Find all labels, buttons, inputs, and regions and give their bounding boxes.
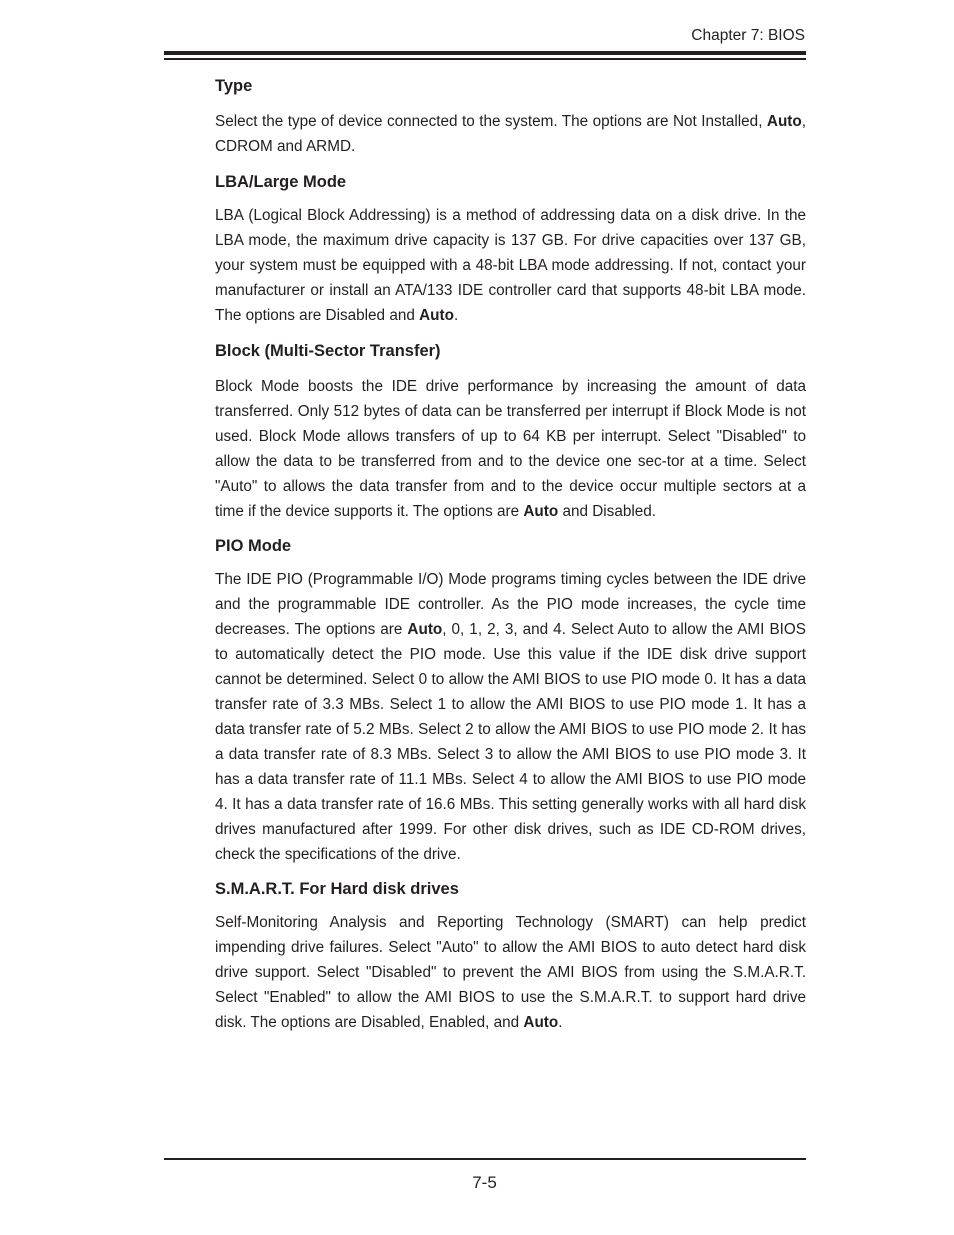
section-body: Self-Monitoring Analysis and Reporting Technology (SMART) can help predict impending drive failures. Select "Auto" to allow the AMI BIOS to auto detect hard disk drive support. Select "Disabled" to prevent the AMI BIOS from using the S.M.A.R.T. Select "Enabled" to allow the AMI BIOS to use the S.M.A.R.T. to support hard drive disk. The options are Disabled, Enabled, and Auto. [215, 914, 806, 1031]
section-body: LBA (Logical Block Addressing) is a method of addressing data on a disk drive. In the LBA mode, the maximum drive capacity is 137 GB. For drive capacities over 137 GB, your system must be equipped with a 48-bit LBA mode addressing. If not, contact your manufacturer or install an ATA/133 IDE controller card that supports 48-bit LBA mode. The options are Disabled and Auto. [215, 207, 806, 324]
section-title: LBA/Large Mode [215, 173, 347, 191]
section-body: The IDE PIO (Programmable I/O) Mode programs timing cycles between the IDE drive and the programmable IDE controller. As the PIO mode increases, the cycle time decreases. The options are Auto, 0, 1, 2, 3, and 4. Select Auto to allow the AMI BIOS to automatically detect the PIO mode. Use this value if the IDE disk drive support cannot be determined. Select 0 to allow the AMI BIOS to use PIO mode 0. It has a data transfer rate of 3.3 MBs. Select 1 to allow the AMI BIOS to use PIO mode 1. It has a data transfer rate of 5.2 MBs. Select 2 to allow the AMI BIOS to use PIO mode 2. It has a data transfer rate of 8.3 MBs. Select 3 to allow the AMI BIOS to use PIO mode 3. It has a data transfer rate of 11.1 MBs. Select 4 to allow the AMI BIOS to use PIO mode 4. It has a data transfer rate of 16.6 MBs. This setting generally works with all hard disk drives manufactured after 1999. For other disk drives, such as IDE CD-ROM drives, check the specifications of the drive. [215, 571, 806, 863]
section-block-mode [215, 340, 806, 524]
section-body: Block Mode boosts the IDE drive performance by increasing the amount of data transferred. Only 512 bytes of data can be transferred per interrupt if Block Mode is not used. Block Mode allows transfers of up to 64 KB per interrupt. Select "Disabled" to allow the data to be transferred from and to the device one sec-tor at a time. Select "Auto" to allows the data transfer from and to the device occur multiple sectors at a time if the device supports it. The options are Auto and Disabled. [215, 378, 806, 520]
section-lba-large-mode [215, 171, 806, 328]
section-title: Block (Multi-Sector Transfer) [215, 342, 441, 360]
page-content [215, 75, 806, 1035]
section-smart [215, 878, 806, 1035]
section-type [215, 75, 806, 159]
section-title: S.M.A.R.T. For Hard disk drives [215, 880, 459, 898]
header-rule-thick [164, 51, 806, 55]
page-number: 7-5 [472, 1173, 497, 1192]
section-body: Select the type of device connected to the system. The options are Not Installed, Auto, CDROM and ARMD. [215, 113, 806, 155]
footer-rule [164, 1158, 806, 1160]
section-pio-mode [215, 535, 806, 867]
chapter-header: Chapter 7: BIOS [691, 27, 805, 44]
header-rule-thin [164, 58, 806, 60]
section-title: PIO Mode [215, 537, 292, 555]
section-title: Type [215, 77, 253, 95]
